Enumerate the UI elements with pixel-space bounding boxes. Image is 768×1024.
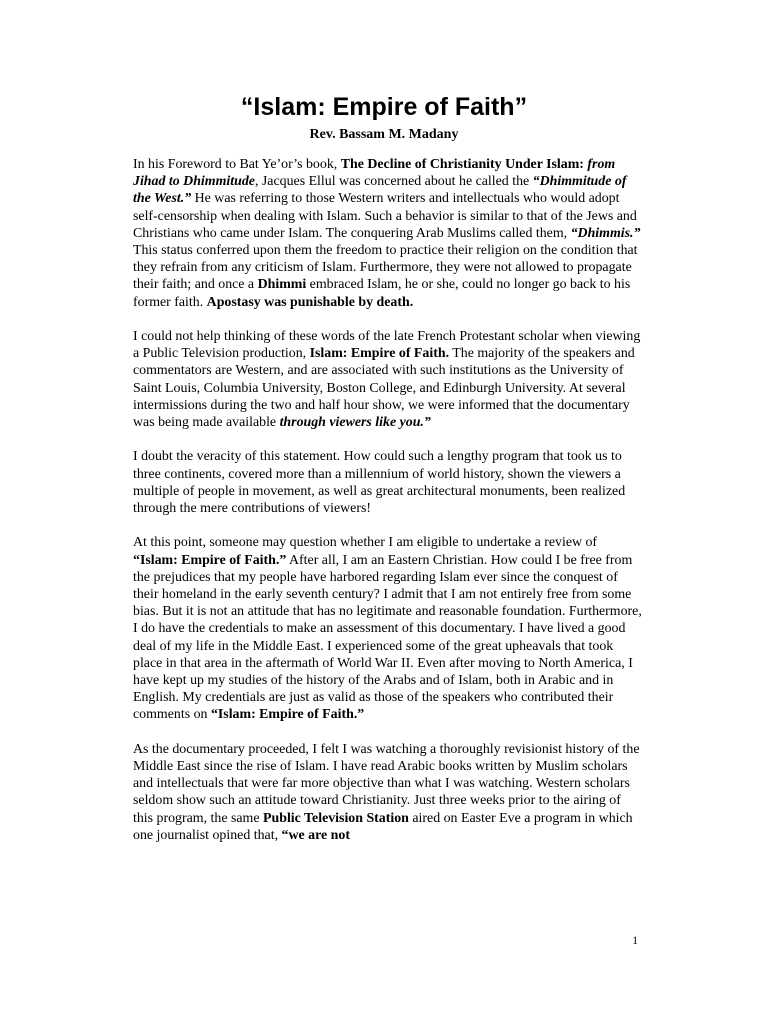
- book-title: The Decline of Christianity Under Islam:: [340, 157, 588, 172]
- text-run: The majority of the speakers and commentators are Western, and are associated with such institutions as the University of Saint Louis, Columbia University, Boston College, and Edinburgh University. At several intermissions during the two and half hour show, we were informed that the documentary was being made available: [133, 346, 635, 431]
- text-run: In his Foreword to Bat Ye’or’s book,: [133, 157, 341, 172]
- page-number: 1: [632, 935, 638, 947]
- paragraph-5: [133, 741, 643, 844]
- bold-term: Public Television Station: [263, 810, 409, 826]
- emphasis-quote: “Dhimmis.”: [570, 225, 641, 241]
- emphasis-quote: “Dhimmitude of the West.”: [133, 174, 627, 207]
- text-run: I doubt the veracity of this statement. How could such a lengthy program that took us to three continents, covered more than a millennium of world history, shown the viewers a multiple of people in movement, as well as great architectural monuments, been realized through the mere contributions of viewers!: [133, 449, 626, 517]
- author-byline: Rev. Bassam M. Madany: [309, 127, 459, 142]
- emphasis-quote: through viewers like you.”: [279, 415, 431, 431]
- text-run: embraced Islam, he or she, could no longer go back to his former faith.: [133, 277, 631, 310]
- text-run: As the documentary proceeded, I felt I was watching a thoroughly revisionist history of the Middle East since the rise of Islam. I have read Arabic books written by Muslim scholars and intellectuals that were far more objective than what I was watching. Western scholars seldom show such an attitude toward Christianity. Just three weeks prior to the airing of this program, the same: [133, 741, 640, 826]
- paragraph-3: [133, 448, 643, 517]
- article-body: [133, 156, 643, 861]
- book-subtitle: from Jihad to Dhimmitude: [133, 157, 616, 190]
- bold-quote: “we are not: [281, 827, 350, 843]
- program-title: Islam: Empire of Faith.: [309, 346, 450, 362]
- text-run: At this point, someone may question whether I am eligible to undertake a review of: [133, 535, 598, 551]
- program-title: “Islam: Empire of Faith.”: [133, 552, 287, 568]
- bold-statement: Apostasy was punishable by death.: [206, 294, 414, 310]
- text-run: aired on Easter Eve a program in which one journalist opined that,: [133, 810, 633, 843]
- paragraph-2: [133, 328, 643, 431]
- bold-term: Dhimmi: [257, 277, 307, 293]
- text-run: , Jacques Ellul was concerned about he called the: [254, 174, 533, 190]
- paragraph-1: [133, 156, 643, 311]
- text-run: He was referring to those Western writers and intellectuals who would adopt self-censorship when dealing with Islam. Such a behavior is similar to that of the Jews and Christians who came under Islam. The conquering Arab Muslims called them,: [133, 191, 637, 241]
- document-title: “Islam: Empire of Faith”: [240, 93, 528, 121]
- text-run: This status conferred upon them the freedom to practice their religion on the condition that they refrain from any criticism of Islam. Furthermore, they were not allowed to propagate their faith; and once a: [133, 243, 638, 293]
- text-run: I could not help thinking of these words of the late French Protestant scholar when viewing a Public Television production,: [133, 329, 641, 362]
- paragraph-4: [133, 534, 643, 723]
- program-title: “Islam: Empire of Faith.”: [210, 707, 365, 723]
- text-run: After all, I am an Eastern Christian. How could I be free from the prejudices that my people have harbored regarding Islam ever since the conquest of their homeland in the early seventh century? I admit that I am not entirely free from some bias. But it is not an attitude that has no legitimate and reasonable foundation. Furthermore, I do have the credentials to make an assessment of this documentary. I have lived a good deal of my life in the Middle East. I experienced some of the great upheavals that took place in that area in the aftermath of World War II. Even after moving to North America, I have kept up my studies of the history of the Arabs and of Islam, both in Arabic and in English. My credentials are just as valid as those of the speakers who contributed their comments on: [133, 552, 642, 723]
